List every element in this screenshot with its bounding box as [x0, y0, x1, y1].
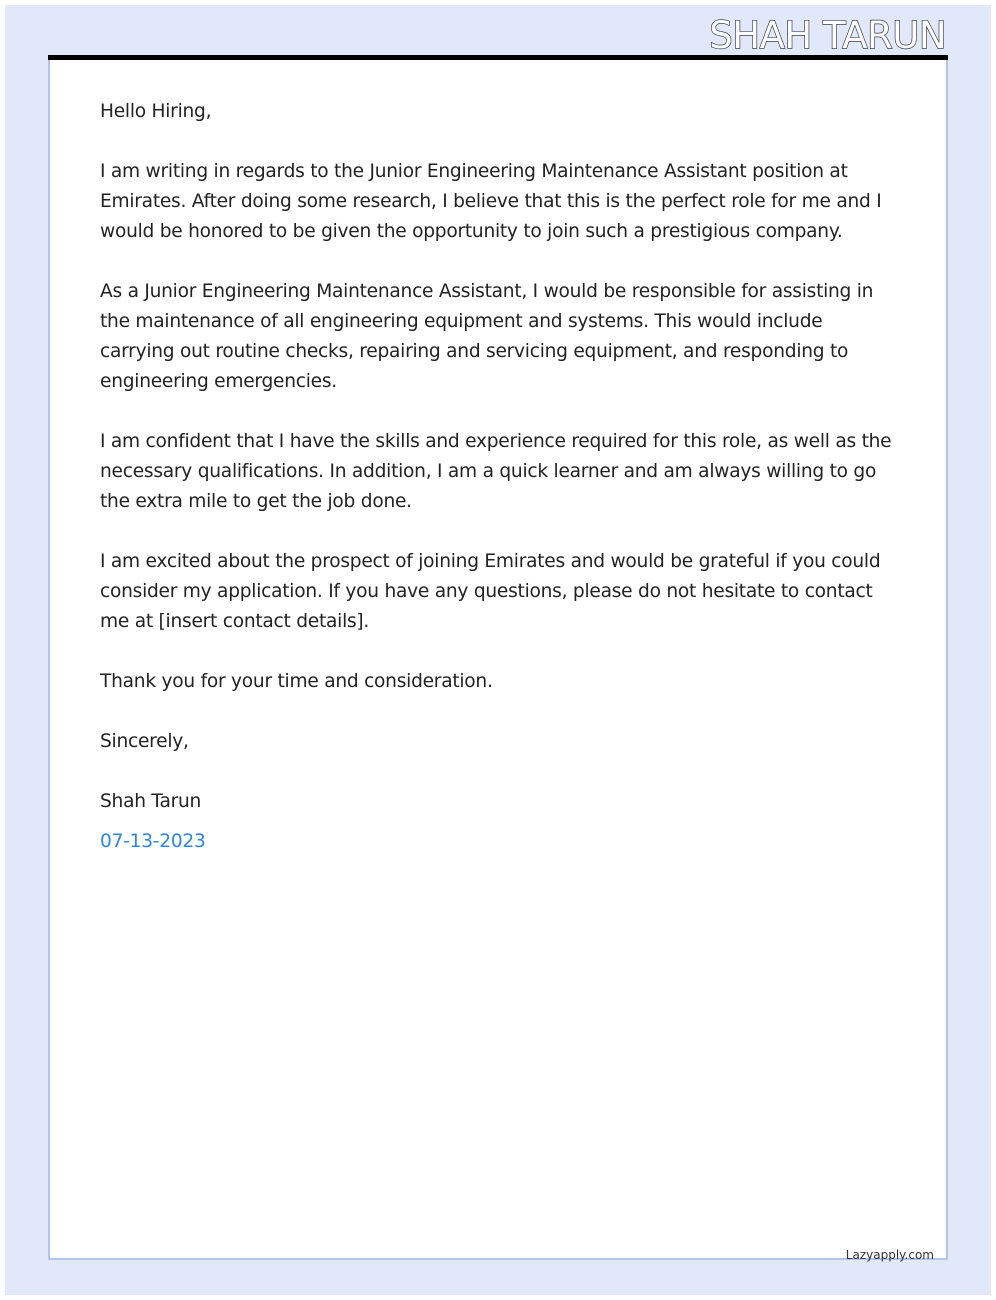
signature-name: Shah Tarun [100, 791, 202, 812]
letter-date: 07-13-2023 [100, 831, 206, 852]
letter-paragraph: As a Junior Engineering Maintenance Assistant, I would be responsible for assisting in the maintenance of all engineering equipment and systems. This would include carrying out routine checks, repairing and servicing equipment, and responding to engineering emergencies. [100, 281, 874, 392]
letter-paragraph: I am excited about the prospect of joining Emirates and would be grateful if you could consider my application. If you have any questions, please do not hesitate to contact me at [insert contact details]. [100, 551, 881, 632]
watermark: Lazyapply.com [845, 1248, 934, 1262]
letter-greeting: Hello Hiring, [100, 101, 212, 122]
letter-paragraph: Thank you for your time and consideration. [100, 671, 493, 692]
header-name: SHAH TARUN [709, 14, 946, 57]
letter-paragraph: I am confident that I have the skills and experience required for this role, as well as the necessary qualifications. In addition, I am a quick learner and am always willing to go the extra mile to get the job done. [100, 431, 892, 512]
letter-body [100, 97, 900, 887]
letter-paragraph: I am writing in regards to the Junior Engineering Maintenance Assistant position at Emirates. After doing some research, I believe that this is the perfect role for me and I would be honored to be given the opportunity to join such a prestigious company. [100, 161, 882, 242]
letter-closing: Sincerely, [100, 731, 189, 752]
